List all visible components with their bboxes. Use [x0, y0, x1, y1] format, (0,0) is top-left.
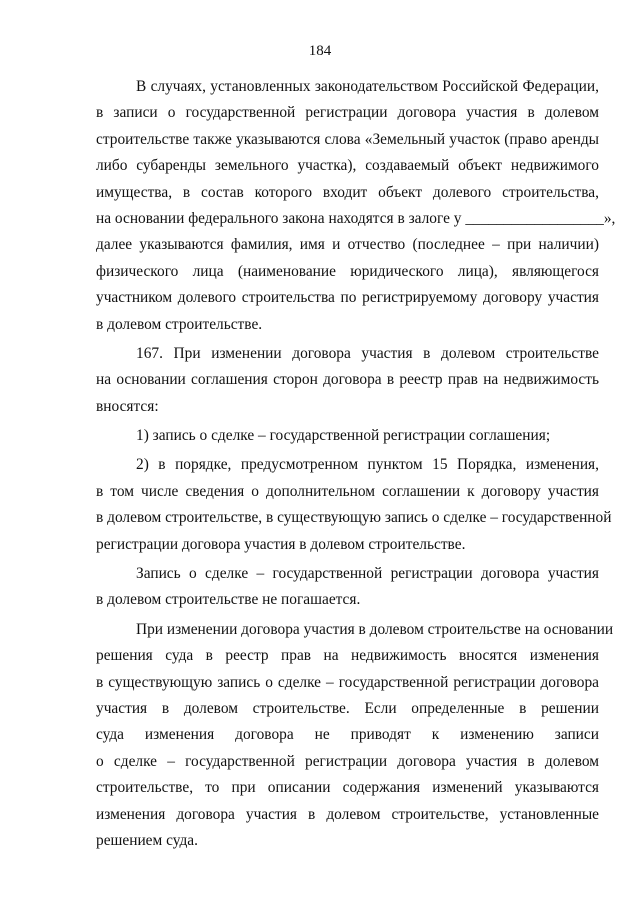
text-line: 167. При изменении договора участия в долевом строительстве [136, 344, 599, 362]
text-line: либо субаренды земельного участка), создаваемый объект недвижимого [96, 157, 599, 175]
text-line: участником долевого строительства по регистрируемому договору участия [96, 289, 599, 307]
text-line: в долевом строительстве. [96, 315, 263, 333]
text-line: участия в долевом строительстве. Если определенные в решении [96, 699, 599, 717]
text-line: в существующую запись о сделке – государственной регистрации договора [96, 673, 599, 691]
text-line: решением суда. [96, 831, 198, 849]
text-line: регистрации договора участия в долевом строительстве. [96, 535, 466, 553]
text-line: 1) запись о сделке – государственной регистрации соглашения; [136, 427, 551, 445]
text-line: При изменении договора участия в долевом строительстве на основании [136, 620, 614, 638]
text-line: в записи о государственной регистрации договора участия в долевом [96, 104, 599, 122]
text-line: В случаях, установленных законодательством Российской Федерации, [136, 78, 599, 95]
text-line: в долевом строительстве, в существующую запись о сделке – государственной [96, 509, 612, 527]
text-line: в том числе сведения о дополнительном соглашении к договору участия [96, 482, 599, 500]
text-line: суда изменения договора не приводят к изменению записи [96, 726, 599, 744]
text-line: физического лица (наименование юридического лица), являющегося [96, 262, 599, 280]
text-line: на основании соглашения сторон договора в реестр прав на недвижимость [96, 371, 599, 389]
text-line: далее указываются фамилия, имя и отчество (последнее – при наличии) [96, 236, 599, 254]
body-text [96, 74, 616, 854]
text-line: о сделке – государственной регистрации договора участия в долевом [96, 752, 599, 770]
text-line: 2) в порядке, предусмотренном пунктом 15 Порядка, изменения, [136, 456, 599, 474]
text-line: строительстве также указываются слова «Земельный участок (право аренды [96, 130, 599, 148]
text-line: вносятся: [96, 397, 159, 415]
page-number: 184 [308, 43, 332, 59]
text-line: в долевом строительстве не погашается. [96, 591, 361, 609]
text-line: на основании федерального закона находятся в залоге у __________________», [96, 209, 616, 227]
text-line: строительстве, то при описании содержания изменений указываются [96, 779, 599, 797]
text-line: решения суда в реестр прав на недвижимость вносятся изменения [96, 647, 599, 665]
text-line: изменения договора участия в долевом строительстве, установленные [96, 805, 599, 823]
text-line: имущества, в состав которого входит объект долевого строительства, [96, 183, 599, 201]
text-line: Запись о сделке – государственной регистрации договора участия [136, 565, 599, 583]
